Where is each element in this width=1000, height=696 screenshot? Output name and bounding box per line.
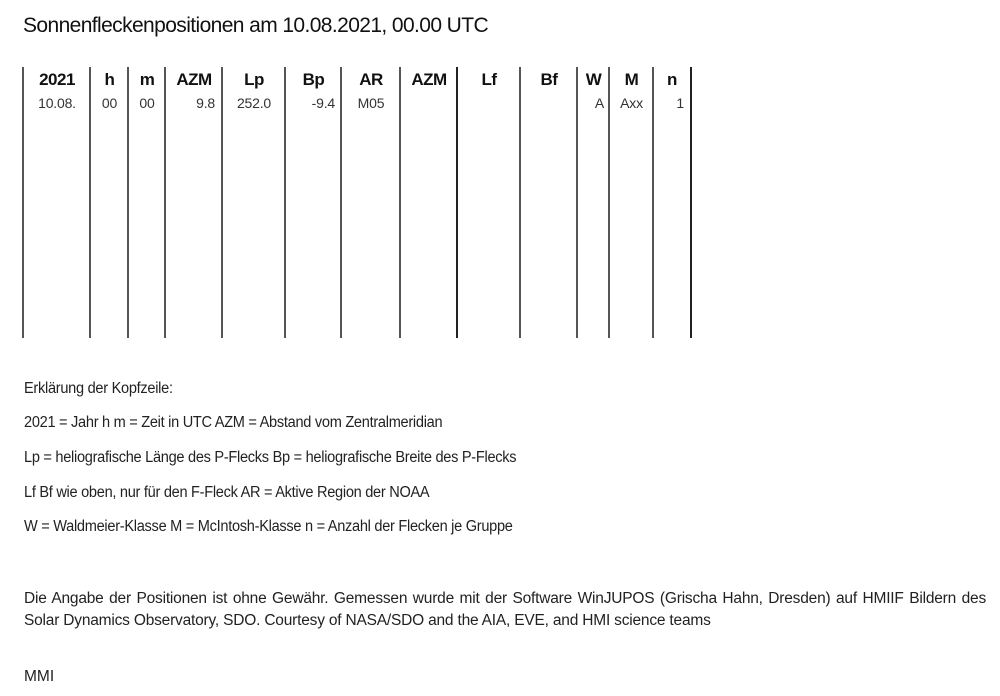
- column-divider: [456, 67, 458, 338]
- page-title: Sonnenfleckenpositionen am 10.08.2021, 00.00 UTC: [23, 14, 489, 37]
- header-lf: Lf: [481, 70, 497, 89]
- cell-minute: 00: [139, 95, 155, 111]
- legend-line: W = Waldmeier-Klasse M = McIntosh-Klasse n = Anzahl der Flecken je Gruppe: [24, 518, 513, 535]
- header-azm-f: AZM: [411, 70, 447, 89]
- cell-bp: -9.4: [311, 95, 335, 111]
- cell-hour: 00: [101, 95, 118, 111]
- header-waldmeier: W: [585, 70, 602, 89]
- legend-line: 2021 = Jahr h m = Zeit in UTC AZM = Abstand vom Zentralmeridian: [24, 414, 443, 431]
- legend-line: Lp = heliografische Länge des P-Flecks Bp = heliografische Breite des P-Flecks: [24, 449, 517, 466]
- header-bp: Bp: [302, 70, 325, 89]
- header-minute: m: [139, 70, 155, 89]
- cell-waldmeier: A: [594, 95, 604, 111]
- disclaimer-note: Die Angabe der Positionen ist ohne Gewähr. Gemessen wurde mit der Software WinJUPOS (Grischa Hahn, Dresden) auf HMIIF Bildern des Solar Dynamics Observatory, SDO. Courtesy of NASA/SDO and the AIA, EVE, and HMI science teams: [24, 590, 986, 629]
- header-ar: AR: [359, 70, 383, 89]
- header-lp: Lp: [244, 70, 264, 89]
- column-divider: [690, 67, 692, 338]
- cell-mcintosh: Axx: [620, 95, 643, 111]
- header-count: n: [667, 70, 677, 89]
- cell-date: 10.08.: [38, 95, 76, 111]
- legend-heading: Erklärung der Kopfzeile:: [24, 380, 173, 397]
- signature: MMI: [24, 668, 55, 685]
- legend-line: Lf Bf wie oben, nur für den F-Fleck AR = Aktive Region der NOAA: [24, 484, 430, 501]
- header-mcintosh: M: [624, 70, 639, 89]
- cell-azm-p: 9.8: [196, 95, 215, 111]
- cell-lp: 252.0: [236, 95, 272, 111]
- cell-ar: M05: [357, 95, 385, 111]
- header-azm-p: AZM: [176, 70, 212, 89]
- cell-count: 1: [676, 95, 684, 111]
- header-year: 2021: [39, 70, 75, 89]
- header-bf: Bf: [540, 70, 558, 89]
- column-divider: [519, 67, 521, 338]
- header-hour: h: [104, 70, 115, 89]
